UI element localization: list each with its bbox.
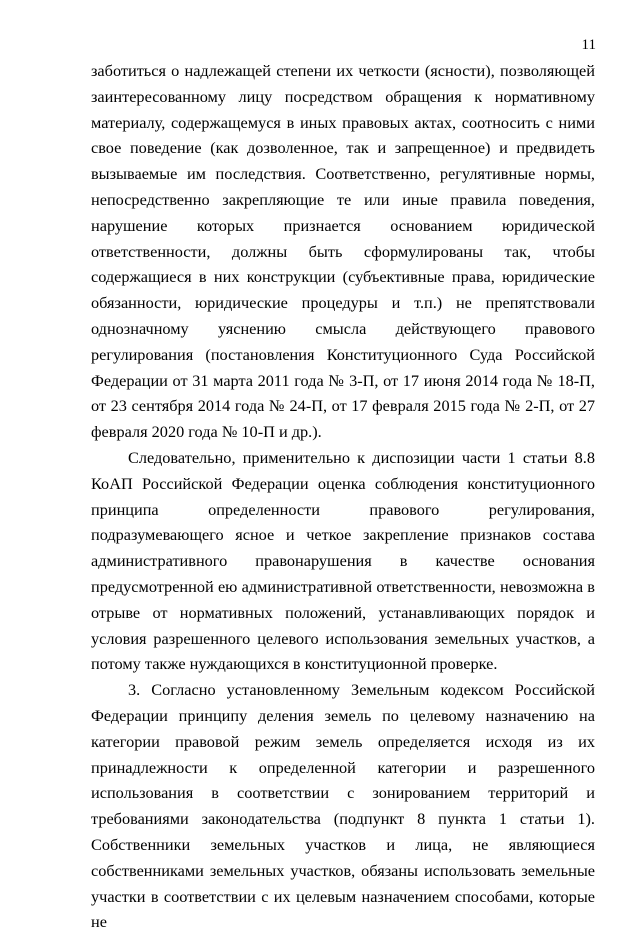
paragraph-continuation: заботиться о надлежащей степени их четкости (ясности), позволяющей заинтересованному лицу посредством обращения к нормативному материалу, содержащемуся в иных правовых актах, соотносить с ними свое поведение (как дозволенное, так и запрещенное) и предвидеть вызываемые им последствия. Соответственно, регулятивные нормы, непосредственно закрепляющие те или иные правила поведения, нарушение которых признается основанием юридической ответственности, должны быть сформулированы так, чтобы содержащиеся в них конструкции (субъективные права, юридические обязанности, юридические процедуры и т.п.) не препятствовали однозначному уяснению смысла действующего правового регулирования (постановления Конституционного Суда Российской Федерации от 31 марта 2011 года № 3-П, от 17 июня 2014 года № 18-П, от 23 сентября 2014 года № 24-П, от 17 февраля 2015 года № 2-П, от 27 февраля 2020 года № 10-П и др.). — [91, 61, 595, 442]
page-number: 11 — [581, 37, 596, 53]
document-body — [91, 58, 595, 935]
paragraph-section-3: 3. Согласно установленному Земельным кодексом Российской Федерации принципу деления земель по целевому назначению на категории правовой режим земель определяется исходя из их принадлежности к определенной категории и разрешенного использования в соответствии с зонированием территорий и требованиями законодательства (подпункт 8 пункта 1 статьи 1). Собственники земельных участков и лица, не являющиеся собственниками земельных участков, обязаны использовать земельные участки в соответствии с их целевым назначением способами, которые не — [91, 680, 595, 932]
paragraph-consequently: Следовательно, применительно к диспозиции части 1 статьи 8.8 КоАП Российской Федерации оценка соблюдения конституционного принципа определенности правового регулирования, подразумевающего ясное и четкое закрепление признаков состава административного правонарушения в качестве основания предусмотренной ею административной ответственности, невозможна в отрыве от нормативных положений, устанавливающих порядок и условия разрешенного целевого использования земельных участков, а потому также нуждающихся в конституционной проверке. — [91, 447, 595, 674]
